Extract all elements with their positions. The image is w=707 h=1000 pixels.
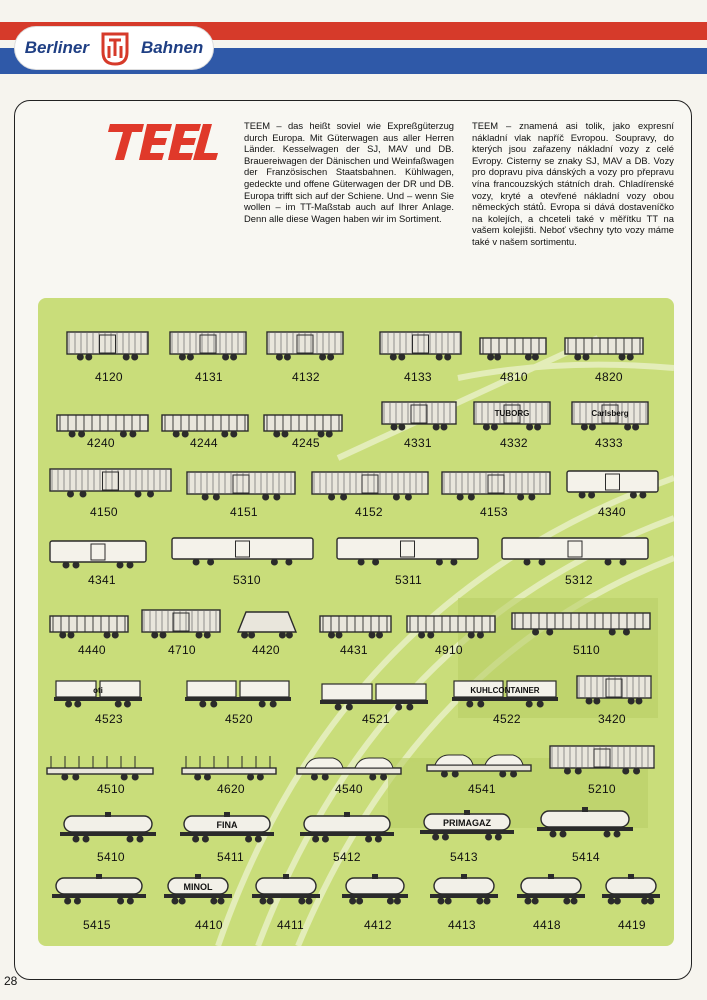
wagon-4332-icon	[472, 398, 552, 432]
wagon-number-4410: 4410	[195, 918, 223, 932]
wagon-number-4419: 4419	[618, 918, 646, 932]
wagon-4521-icon	[318, 678, 430, 712]
wagon-4510-icon	[45, 748, 155, 782]
wagon-number-4131: 4131	[195, 370, 223, 384]
wagon-number-4132: 4132	[292, 370, 320, 384]
wagon-4710-icon	[140, 606, 222, 640]
wagon-number-5410: 5410	[97, 850, 125, 864]
wagon-4151-icon	[185, 468, 297, 502]
wagon-number-4341: 4341	[88, 573, 116, 587]
wagon-4541-icon	[425, 745, 533, 779]
wagon-4411-icon	[250, 872, 322, 906]
wagon-5110-icon	[510, 603, 652, 637]
wagon-number-4332: 4332	[500, 436, 528, 450]
wagon-4131-icon	[168, 328, 248, 362]
wagon-4520-icon	[183, 675, 293, 709]
wagon-number-4150: 4150	[90, 505, 118, 519]
wagon-5410-icon	[58, 810, 158, 844]
wagon-number-4333: 4333	[595, 436, 623, 450]
wagon-4152-icon	[310, 468, 430, 502]
wagon-5311-icon	[335, 533, 480, 567]
wagon-number-4151: 4151	[230, 505, 258, 519]
wagon-number-5412: 5412	[333, 850, 361, 864]
wagon-number-4240: 4240	[87, 436, 115, 450]
teem-logo-icon	[92, 120, 232, 164]
wagon-number-4133: 4133	[404, 370, 432, 384]
wagon-3420-icon	[575, 672, 653, 706]
wagon-number-4510: 4510	[97, 782, 125, 796]
wagon-number-4520: 4520	[225, 712, 253, 726]
wagon-number-4245: 4245	[292, 436, 320, 450]
wagon-4431-icon	[318, 606, 393, 640]
wagon-4120-icon	[65, 328, 150, 362]
svg-text:oti: oti	[93, 686, 103, 695]
wagon-4410-icon	[162, 872, 234, 906]
wagon-number-5310: 5310	[233, 573, 261, 587]
wagon-4133-icon	[378, 328, 463, 362]
wagon-number-5413: 5413	[450, 850, 478, 864]
wagon-5310-icon	[170, 533, 315, 567]
svg-text:Carlsberg: Carlsberg	[591, 409, 629, 418]
wagon-5312-icon	[500, 533, 650, 567]
svg-text:KUHLCONTAINER: KUHLCONTAINER	[470, 686, 540, 695]
page-number: 28	[4, 974, 18, 988]
wagon-4412-icon	[340, 872, 410, 906]
wagon-number-4820: 4820	[595, 370, 623, 384]
wagon-4810-icon	[478, 328, 548, 362]
wagon-number-5411: 5411	[217, 850, 245, 864]
wagon-number-4440: 4440	[78, 643, 106, 657]
wagon-4540-icon	[295, 748, 403, 782]
wagon-number-4620: 4620	[217, 782, 245, 796]
wagon-4420-icon	[232, 606, 302, 640]
brand-badge	[14, 26, 214, 70]
brand-left-word: Berliner	[24, 38, 89, 57]
wagon-number-4153: 4153	[480, 505, 508, 519]
svg-text:PRIMAGAZ: PRIMAGAZ	[443, 818, 491, 828]
brand-right-word: Bahnen	[140, 38, 204, 57]
text-german: TEEM – das heißt soviel wie Expreßgüterzug durch Europa. Mit Güterwagen aus aller Herren Länder. Kesselwagen der SJ, MAV und DB. Brauereiwagen der Dänischen und Weinfaßwagen der Französischen Staatsbahnen. Kühlwagen, gedeckte und offene Güterwagen der DR und DB. Europa trifft sich auf der Schiene. Und – wenn Sie wollen – im TT-Maßstab auch auf Ihrer Anlage. Denn alle diese Wagen haben wir im Sortiment.	[244, 120, 454, 224]
wagon-4522-icon	[450, 675, 560, 709]
wagon-number-4340: 4340	[598, 505, 626, 519]
wagon-4333-icon	[570, 398, 650, 432]
wagon-number-4413: 4413	[448, 918, 476, 932]
wagon-number-5312: 5312	[565, 573, 593, 587]
wagon-5415-icon	[50, 872, 148, 906]
wagon-4245-icon	[262, 405, 344, 439]
wagon-4331-icon	[380, 398, 458, 432]
wagon-number-4120: 4120	[95, 370, 123, 384]
wagon-5414-icon	[535, 805, 635, 839]
wagon-number-4541: 4541	[468, 782, 496, 796]
wagon-4820-icon	[563, 328, 645, 362]
wagon-5412-icon	[298, 810, 396, 844]
wagon-number-3420: 3420	[598, 712, 626, 726]
wagon-5411-icon	[178, 810, 276, 844]
svg-text:MINOL: MINOL	[183, 882, 213, 892]
wagon-number-4244: 4244	[190, 436, 218, 450]
wagon-number-4331: 4331	[404, 436, 432, 450]
wagon-4910-icon	[405, 606, 497, 640]
svg-text:TUBORG: TUBORG	[494, 409, 530, 418]
wagon-4418-icon	[515, 872, 587, 906]
wagon-4132-icon	[265, 328, 345, 362]
wagon-number-5415: 5415	[83, 918, 111, 932]
wagon-4153-icon	[440, 468, 552, 502]
wagon-number-4418: 4418	[533, 918, 561, 932]
wagon-4240-icon	[55, 405, 150, 439]
wagon-number-5110: 5110	[573, 643, 601, 657]
wagon-4440-icon	[48, 606, 130, 640]
wagon-number-4521: 4521	[362, 712, 390, 726]
wagon-number-4431: 4431	[340, 643, 368, 657]
wagon-number-4523: 4523	[95, 712, 123, 726]
wagon-4419-icon	[600, 872, 662, 906]
wagon-number-5311: 5311	[395, 573, 423, 587]
svg-text:FINA: FINA	[216, 820, 238, 830]
text-czech: TEEM – znamená asi tolik, jako expresní nákladní vlak napříč Evropou. Soupravy, do kterých jsou zařazeny nákladní vozy z celé Evropy. Cisterny se znaky SJ, MAV a DB. Vozy pro dopravu piva dánských a vozy pro přepravu vína francouzských státních drah. Chladírenské vozy, kryté a otevřené nákladní vozy obou německých států. Evropa si dává dostaveníčko na kolejích, a chceteli také v měřítku TT na vašem kolejišti. Neboť všechny tyto vozy máme také v našem sortimentu.	[472, 120, 674, 247]
wagon-number-4540: 4540	[335, 782, 363, 796]
bahnen-logo-icon	[95, 28, 135, 68]
wagon-4620-icon	[180, 748, 278, 782]
wagon-number-4152: 4152	[355, 505, 383, 519]
wagon-number-4411: 4411	[277, 918, 305, 932]
wagon-number-4910: 4910	[435, 643, 463, 657]
wagon-number-5210: 5210	[588, 782, 616, 796]
wagon-4340-icon	[565, 466, 660, 500]
wagon-number-4420: 4420	[252, 643, 280, 657]
wagon-number-4810: 4810	[500, 370, 528, 384]
wagon-number-4522: 4522	[493, 712, 521, 726]
wagon-4150-icon	[48, 465, 173, 499]
wagon-5413-icon	[418, 808, 516, 842]
wagon-number-5414: 5414	[572, 850, 600, 864]
wagon-number-4710: 4710	[168, 643, 196, 657]
wagon-4523-icon	[52, 675, 144, 709]
wagon-number-4412: 4412	[364, 918, 392, 932]
wagon-5210-icon	[548, 742, 656, 776]
wagon-4341-icon	[48, 536, 148, 570]
wagon-4244-icon	[160, 405, 250, 439]
wagon-4413-icon	[428, 872, 500, 906]
